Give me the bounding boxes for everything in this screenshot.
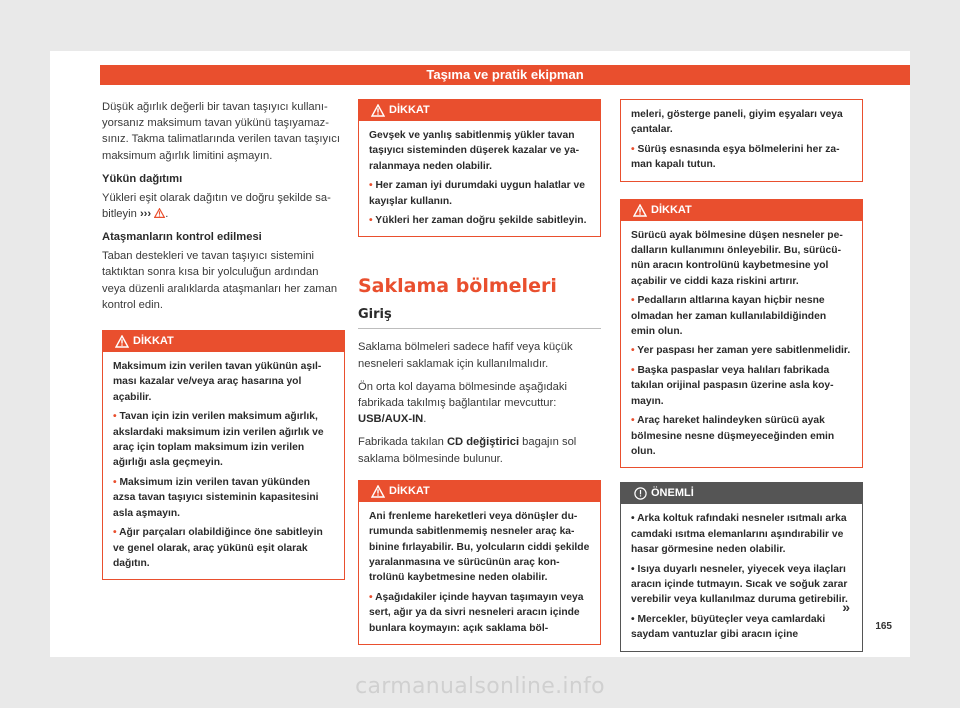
notice-item: • Arka koltuk rafındaki nesneler ısıtmalı arka camdaki ısıtma elemanlarını aşındırabilir ve hasar görmesine neden olabilir. [631,513,847,556]
warning-lead: Ani frenleme hareketleri veya dönüşler durumunda sabitlenmemiş nesneler araç kabinine fırlayabilir. Bu, yolcuların ciddi şekilde yaralanmasına ve sürücünün araç kontrolünü kaybetmesine neden olabilir. [369,510,590,584]
notice-item: • Isıya duyarlı nesneler, yiyecek veya ilaçları aracın içinde tutmayın. Sıcak ve soğuk zarar verebilir veya kullanılmaz duruma getirebilir. [631,563,848,606]
warning-body [621,100,862,181]
warning-item: • Sürüş esnasında eşya bölmelerini her zaman kapalı tutun. [631,143,840,171]
intro-paragraph: Düşük ağırlık değerli bir tavan taşıyıcı kullanıyorsanız maksimum tavan yükünü taşıyamazsınız. Takma talimatlarında verilen tavan taşıyıcı maksimum ağırlık limitini aşmayın. [102,101,340,162]
storage-paragraph-2: Ön orta kol dayama bölmesinde aşağıdaki fabrikada takılmış bağlantılar mevcuttur: USB/AUX-IN. [358,380,567,426]
warning-box-continued [620,99,863,182]
warning-item: • Maksimum izin verilen tavan yükünden azsa tavan taşıyıcı sisteminin kapasitesini asla aşmayın. [113,476,319,519]
warning-body [103,352,344,579]
watermark: carmanualsonline.info [355,674,605,699]
warning-item: • Pedalların altlarına kayan hiçbir nesne olmadan her zaman kullanılabildiğinden emin olun. [631,295,827,338]
column-2 [358,99,601,645]
info-circle-icon [634,487,647,500]
load-distribution-text: Yükleri eşit olarak dağıtın ve doğru şekilde sabitleyin ››› . [102,191,331,221]
warning-item: • Araç hareket halindeyken sürücü ayak bölmesine nesne düşmeyeceğinden emin olun. [631,415,835,457]
attachments-check-heading: Ataşmanların kontrol edilmesi [102,231,262,244]
warning-box-footwell [620,199,863,469]
warning-item: • Her zaman iyi durumdaki uygun halatlar ve kayışlar kullanın. [369,180,585,207]
cross-ref-arrows: ››› [139,208,152,221]
warning-item: • Tavan için izin verilen maksimum ağırlık, akslardaki maksimum izin verilen ağırlık ve araç için toplam maksimum izin verilen ağırlığı asla geçmeyin. [113,411,324,469]
warning-triangle-icon [633,204,647,217]
chapter-header: Taşıma ve pratik ekipman [100,65,910,85]
attachments-check-text: Taban destekleri ve tavan taşıyıcı sistemini taktıktan sonra kısa bir yolculuğun ardından veya düzenli aralıklarda ataşmanları her zaman kontrol edin. [102,250,338,311]
warning-item: • Başka paspaslar veya halıları fabrikada takılan orijinal paspasın üzerine asla koymayın. [631,364,834,407]
warning-lead: Maksimum izin verilen tavan yükünün aşılması kazalar ve/veya araç hasarına yol açabilir. [113,361,322,403]
warning-lead: Gevşek ve yanlış sabitlenmiş yükler tavan taşıyıcı sisteminden düşerek kazalar ve yaralanmaya neden olabilir. [369,130,580,172]
warning-body [359,502,600,644]
warning-triangle-icon [154,208,165,218]
warning-item: • Ağır parçaları olabildiğince öne sabitleyin ve genel olarak, araç yükünü eşit olarak dağıtın. [113,527,323,569]
notice-box-important [620,482,863,651]
subsection-title: Giriş [358,307,601,329]
warning-header: DİKKAT [359,100,600,121]
warning-header: DİKKAT [359,481,600,502]
warning-triangle-icon [371,104,385,117]
warning-lead: Sürücü ayak bölmesine düşen nesneler pedalların kullanımını önleyebilir. Bu, sürücünün aracın kontrolünü kaybetmesine yol açabilir ve ciddi kaza riskini artırır. [631,229,843,287]
usb-aux-label: USB/AUX-IN [358,413,424,426]
column-1 [102,99,345,580]
continue-marker: » [842,599,850,615]
notice-body [621,504,862,650]
load-distribution-heading: Yükün dağıtımı [102,172,183,185]
section-title: Saklama bölmeleri [358,275,557,298]
storage-paragraph-1: Saklama bölmeleri sadece hafif veya küçük nesneleri saklamak için kullanılmalıdır. [358,341,573,370]
warning-triangle-icon [115,335,129,348]
notice-item: • Mercekler, büyüteçler veya camlardaki saydam vantuzlar gibi aracın içine [631,613,826,641]
column-3 [620,99,863,652]
storage-paragraph-3: Fabrikada takılan CD değiştirici bagajın sol saklama bölmesinde bulunur. [358,436,577,465]
notice-header: ÖNEMLİ [621,483,862,504]
cd-changer-label: CD değiştirici [446,436,520,449]
warning-triangle-icon [371,485,385,498]
warning-box-roof-load [102,330,345,580]
warning-body [621,221,862,468]
warning-body [359,121,600,236]
page-number: 165 [875,621,892,632]
warning-header: DİKKAT [103,331,344,352]
warning-item: • Yer paspası her zaman yere sabitlenmelidir. [631,345,851,357]
warning-item: • Aşağıdakiler içinde hayvan taşımayın veya sert, ağır ya da sivri nesneleri aracın içinde bunlara koymayın: açık saklama böl- [369,591,584,634]
warning-box-unsecured-objects [358,480,601,645]
warning-box-loose-loads [358,99,601,237]
manual-page [50,51,910,657]
warning-item: • Yükleri her zaman doğru şekilde sabitleyin. [369,215,587,227]
warning-header: DİKKAT [621,200,862,221]
warning-continued-text: meleri, gösterge paneli, giyim eşyaları veya çantalar. [631,109,843,136]
